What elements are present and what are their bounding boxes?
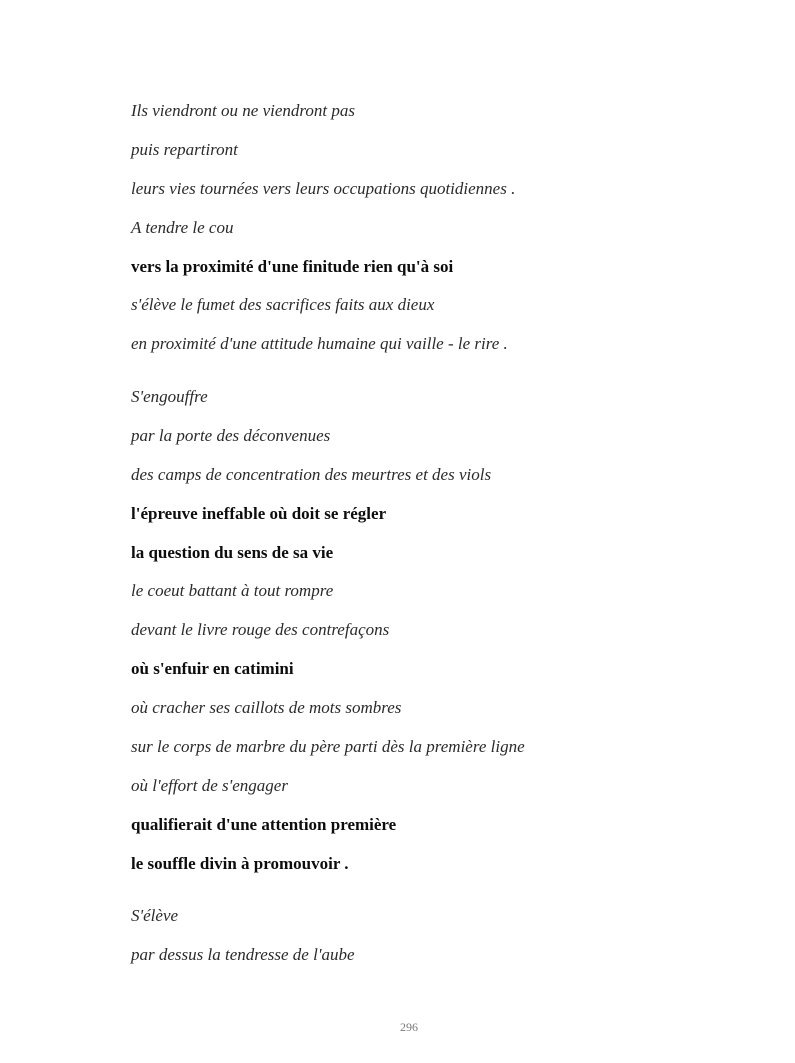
poem-line: en proximité d'une attitude humaine qui vaille - le rire .	[131, 334, 508, 353]
poem-line: s'élève le fumet des sacrifices faits aux dieux	[131, 295, 435, 314]
poem-line: la question du sens de sa vie	[131, 543, 334, 562]
poem-line: puis repartiront	[131, 140, 238, 159]
poem-line: leurs vies tournées vers leurs occupations quotidiennes .	[131, 179, 516, 198]
poem-line: Ils viendront ou ne viendront pas	[131, 101, 355, 120]
poem-line: vers la proximité d'une finitude rien qu'à soi	[131, 257, 454, 276]
poem-line: S'engouffre	[131, 387, 208, 406]
poem-line: S'élève	[131, 906, 179, 925]
poem-line: où l'effort de s'engager	[131, 776, 288, 795]
poem-line: l'épreuve ineffable où doit se régler	[131, 504, 387, 523]
poem-line: le coeut battant à tout rompre	[131, 581, 334, 600]
poem-line: sur le corps de marbre du père parti dès la première ligne	[131, 737, 525, 756]
poem-line: le souffle divin à promouvoir .	[131, 854, 349, 873]
page-number: 296	[400, 1020, 418, 1034]
poem-line: qualifierait d'une attention première	[131, 815, 397, 834]
poem-line: où s'enfuir en catimini	[131, 659, 294, 678]
poem-line: des camps de concentration des meurtres et des viols	[131, 465, 492, 484]
poem-line: devant le livre rouge des contrefaçons	[131, 620, 390, 639]
poem-line: A tendre le cou	[131, 218, 234, 237]
poem-line: par la porte des déconvenues	[131, 426, 331, 445]
poem-line: où cracher ses caillots de mots sombres	[131, 698, 402, 717]
poem-line: par dessus la tendresse de l'aube	[131, 945, 355, 964]
